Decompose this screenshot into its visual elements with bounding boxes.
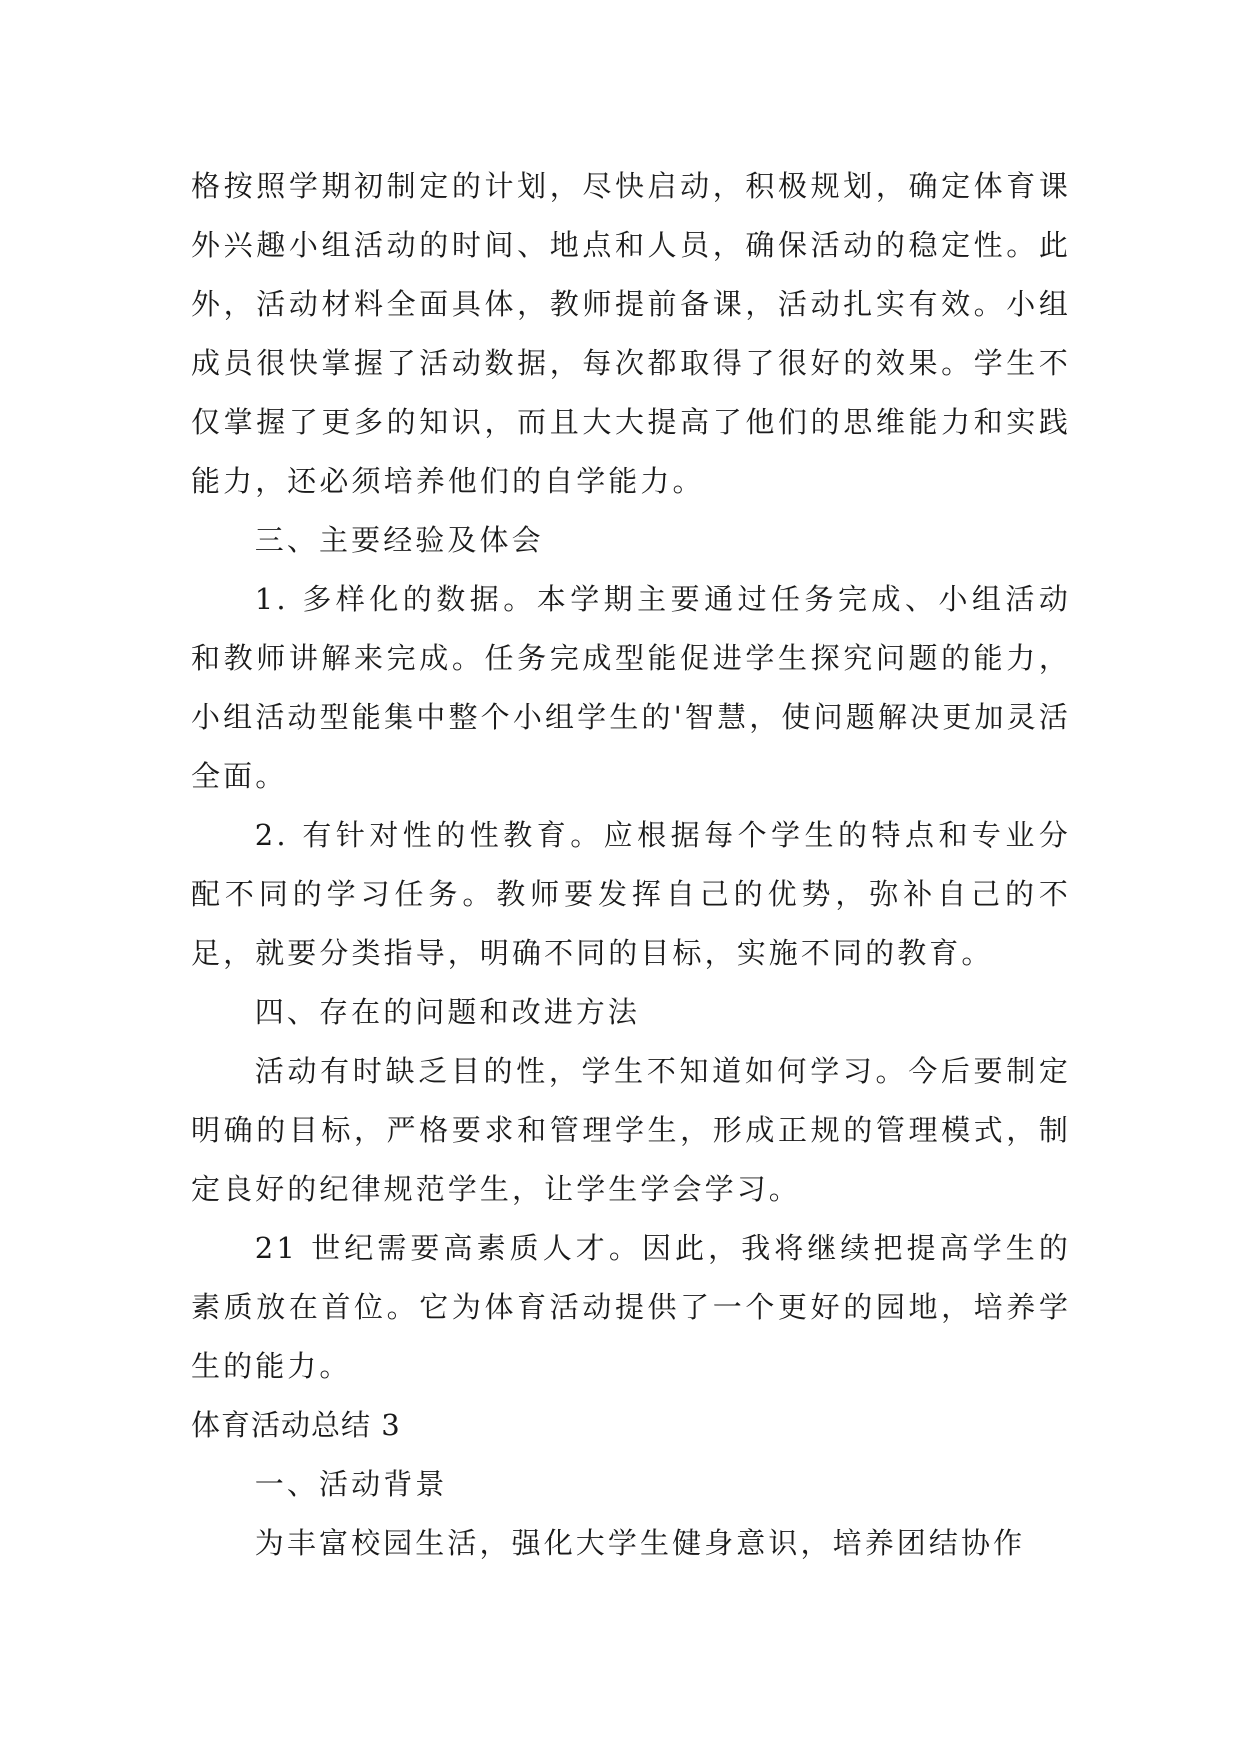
section-title: 体育活动总结 3 xyxy=(191,1408,401,1442)
heading-problems: 四、存在的问题和改进方法 xyxy=(254,995,640,1029)
paragraph-background: 为丰富校园生活，强化大学生健身意识，培养团结协作 xyxy=(254,1526,1026,1560)
paragraph-diverse-data: 1. 多样化的数据。本学期主要通过任务完成、小组活动和教师讲解来完成。任务完成型能促进学生探究问题的能力，小组活动型能集中整个小组学生的'智慧，使问题解决更加灵活全面。 xyxy=(191,582,1071,793)
paragraph-targeted-education: 2. 有针对性的性教育。应根据每个学生的特点和专业分配不同的学习任务。教师要发挥自己的优势，弥补自己的不足，就要分类指导，明确不同的目标，实施不同的教育。 xyxy=(191,818,1071,970)
document-body xyxy=(191,157,1071,1573)
paragraph-problems: 活动有时缺乏目的性，学生不知道如何学习。今后要制定明确的目标，严格要求和管理学生，形成正规的管理模式，制定良好的纪律规范学生，让学生学会学习。 xyxy=(191,1054,1071,1206)
paragraph-continued: 格按照学期初制定的计划，尽快启动，积极规划，确定体育课外兴趣小组活动的时间、地点和人员，确保活动的稳定性。此外，活动材料全面具体，教师提前备课，活动扎实有效。小组成员很快掌握了活动数据，每次都取得了很好的效果。学生不仅掌握了更多的知识，而且大大提高了他们的思维能力和实践能力，还必须培养他们的自学能力。 xyxy=(191,169,1071,498)
paragraph-conclusion: 21 世纪需要高素质人才。因此，我将继续把提高学生的素质放在首位。它为体育活动提供了一个更好的园地，培养学生的能力。 xyxy=(191,1231,1071,1383)
heading-background: 一、活动背景 xyxy=(254,1467,448,1501)
heading-experience: 三、主要经验及体会 xyxy=(254,523,544,557)
